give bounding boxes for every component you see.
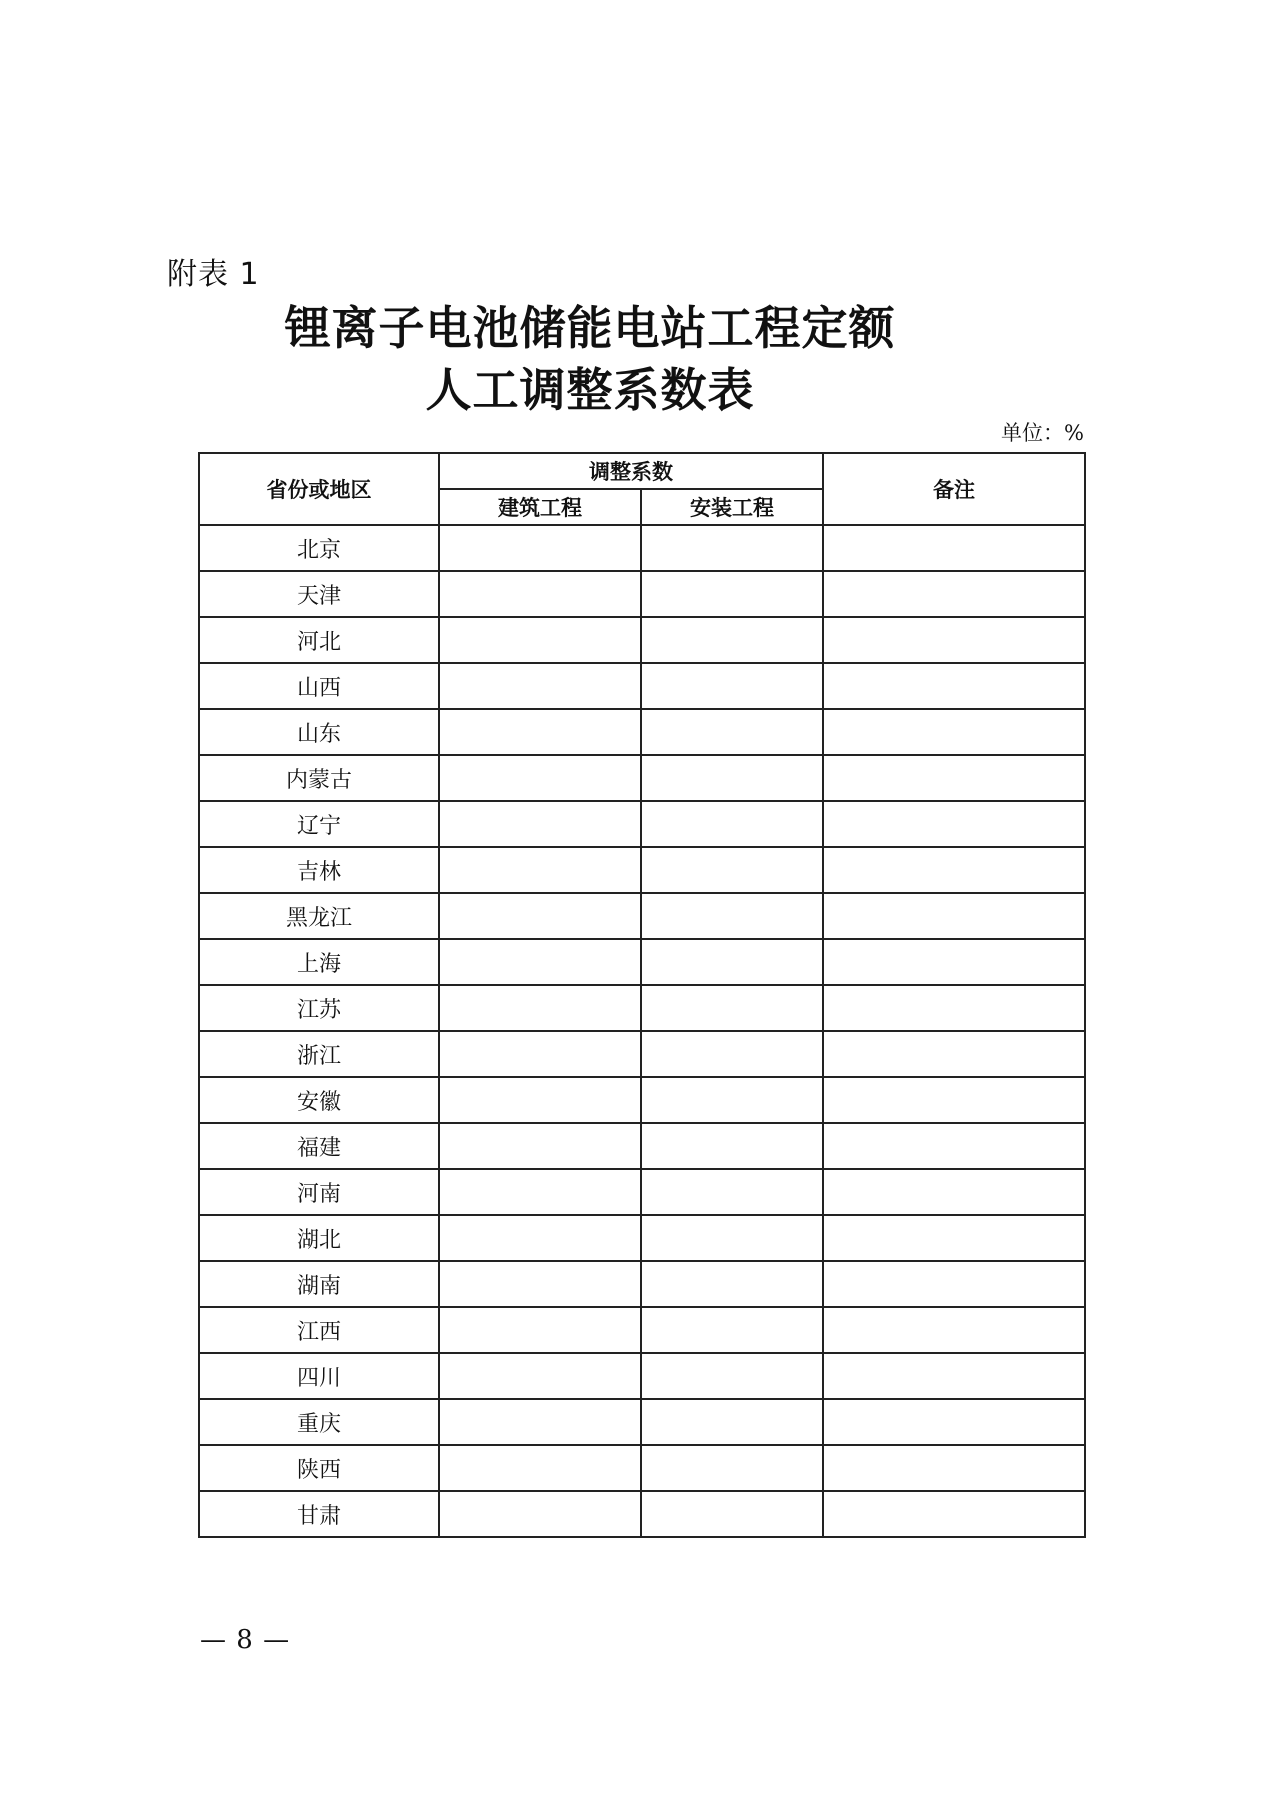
cell-region: 江苏 — [199, 985, 439, 1031]
cell-construction — [439, 893, 641, 939]
cell-remarks — [823, 1491, 1085, 1537]
cell-remarks — [823, 1031, 1085, 1077]
table-row — [199, 893, 1085, 939]
cell-region: 重庆 — [199, 1399, 439, 1445]
cell-installation — [641, 893, 823, 939]
cell-installation — [641, 709, 823, 755]
cell-remarks — [823, 1123, 1085, 1169]
table-row — [199, 1123, 1085, 1169]
document-title-line-1: 锂离子电池储能电站工程定额 — [284, 301, 896, 355]
cell-installation — [641, 1307, 823, 1353]
cell-remarks — [823, 1261, 1085, 1307]
cell-construction — [439, 1353, 641, 1399]
cell-construction — [439, 1031, 641, 1077]
cell-region: 北京 — [199, 525, 439, 571]
cell-region: 山西 — [199, 663, 439, 709]
cell-construction — [439, 939, 641, 985]
table-row — [199, 1491, 1085, 1537]
cell-installation — [641, 571, 823, 617]
cell-construction — [439, 1123, 641, 1169]
cell-remarks — [823, 1307, 1085, 1353]
table-row — [199, 755, 1085, 801]
cell-installation — [641, 1491, 823, 1537]
table-row — [199, 1215, 1085, 1261]
table-row — [199, 939, 1085, 985]
table-body — [199, 525, 1085, 1537]
cell-remarks — [823, 1399, 1085, 1445]
cell-remarks — [823, 1445, 1085, 1491]
cell-remarks — [823, 617, 1085, 663]
cell-region: 内蒙古 — [199, 755, 439, 801]
cell-construction — [439, 985, 641, 1031]
table-row — [199, 617, 1085, 663]
table-row — [199, 571, 1085, 617]
table-row — [199, 847, 1085, 893]
table-row — [199, 1307, 1085, 1353]
table-row — [199, 525, 1085, 571]
cell-installation — [641, 939, 823, 985]
cell-installation — [641, 1445, 823, 1491]
cell-remarks — [823, 847, 1085, 893]
table-row — [199, 1077, 1085, 1123]
table-row — [199, 1261, 1085, 1307]
header-construction-engineering: 建筑工程 — [439, 489, 641, 525]
cell-construction — [439, 709, 641, 755]
cell-installation — [641, 617, 823, 663]
cell-installation — [641, 525, 823, 571]
cell-region: 天津 — [199, 571, 439, 617]
cell-remarks — [823, 893, 1085, 939]
page-number: — 8 — — [200, 1625, 291, 1655]
cell-remarks — [823, 1353, 1085, 1399]
cell-construction — [439, 1169, 641, 1215]
cell-construction — [439, 571, 641, 617]
cell-remarks — [823, 1077, 1085, 1123]
table-header-row — [199, 453, 1085, 489]
adjustment-coefficient-table — [198, 452, 1086, 1538]
cell-construction — [439, 617, 641, 663]
header-installation-engineering: 安装工程 — [641, 489, 823, 525]
cell-remarks — [823, 801, 1085, 847]
header-remarks: 备注 — [823, 453, 1085, 525]
cell-construction — [439, 801, 641, 847]
cell-installation — [641, 1399, 823, 1445]
cell-region: 浙江 — [199, 1031, 439, 1077]
table-row — [199, 663, 1085, 709]
cell-construction — [439, 847, 641, 893]
cell-installation — [641, 1077, 823, 1123]
header-region: 省份或地区 — [199, 453, 439, 525]
cell-remarks — [823, 985, 1085, 1031]
table-row — [199, 1031, 1085, 1077]
table-row — [199, 1353, 1085, 1399]
cell-installation — [641, 1169, 823, 1215]
header-adjustment-coefficient: 调整系数 — [439, 453, 823, 489]
cell-remarks — [823, 755, 1085, 801]
cell-installation — [641, 847, 823, 893]
cell-remarks — [823, 663, 1085, 709]
cell-region: 江西 — [199, 1307, 439, 1353]
cell-remarks — [823, 571, 1085, 617]
cell-region: 河北 — [199, 617, 439, 663]
cell-installation — [641, 1261, 823, 1307]
cell-installation — [641, 801, 823, 847]
cell-construction — [439, 1077, 641, 1123]
cell-construction — [439, 1307, 641, 1353]
cell-region: 甘肃 — [199, 1491, 439, 1537]
cell-construction — [439, 1491, 641, 1537]
cell-construction — [439, 525, 641, 571]
cell-installation — [641, 1215, 823, 1261]
table-row — [199, 801, 1085, 847]
cell-construction — [439, 1399, 641, 1445]
cell-installation — [641, 1353, 823, 1399]
cell-installation — [641, 663, 823, 709]
cell-remarks — [823, 525, 1085, 571]
document-title-line-2: 人工调整系数表 — [425, 363, 755, 417]
cell-region: 上海 — [199, 939, 439, 985]
cell-remarks — [823, 1215, 1085, 1261]
cell-region: 山东 — [199, 709, 439, 755]
cell-installation — [641, 1031, 823, 1077]
cell-region: 河南 — [199, 1169, 439, 1215]
cell-construction — [439, 755, 641, 801]
table-row — [199, 1399, 1085, 1445]
cell-region: 黑龙江 — [199, 893, 439, 939]
cell-installation — [641, 755, 823, 801]
cell-remarks — [823, 709, 1085, 755]
cell-region: 安徽 — [199, 1077, 439, 1123]
unit-label: 单位：% — [1001, 421, 1084, 445]
cell-installation — [641, 1123, 823, 1169]
table-row — [199, 985, 1085, 1031]
cell-region: 四川 — [199, 1353, 439, 1399]
table-row — [199, 1169, 1085, 1215]
cell-remarks — [823, 939, 1085, 985]
cell-region: 辽宁 — [199, 801, 439, 847]
table-row — [199, 1445, 1085, 1491]
cell-construction — [439, 663, 641, 709]
cell-region: 陕西 — [199, 1445, 439, 1491]
cell-construction — [439, 1261, 641, 1307]
cell-region: 湖北 — [199, 1215, 439, 1261]
cell-construction — [439, 1215, 641, 1261]
cell-remarks — [823, 1169, 1085, 1215]
cell-installation — [641, 985, 823, 1031]
cell-region: 湖南 — [199, 1261, 439, 1307]
cell-region: 福建 — [199, 1123, 439, 1169]
appendix-label: 附表 1 — [167, 257, 260, 292]
table-row — [199, 709, 1085, 755]
cell-region: 吉林 — [199, 847, 439, 893]
cell-construction — [439, 1445, 641, 1491]
